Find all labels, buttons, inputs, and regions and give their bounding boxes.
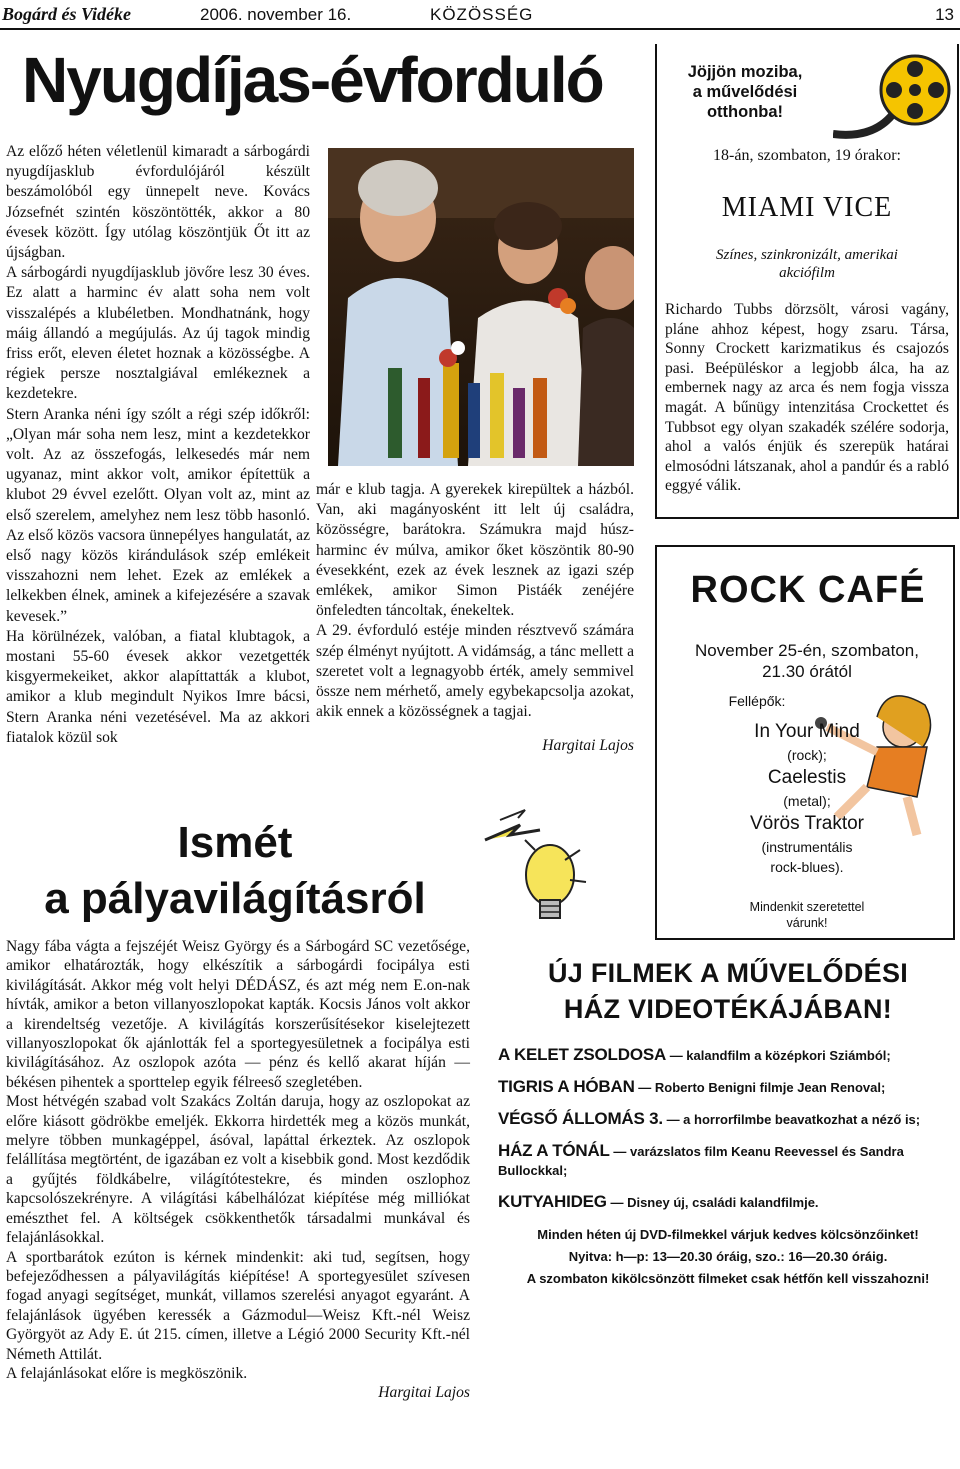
- movie-invite-line: otthonba!: [706, 103, 784, 121]
- list-item: [498, 1109, 958, 1129]
- rock-band-list: [667, 719, 947, 877]
- club-photo: [328, 148, 634, 466]
- publication-name: Bogárd és Vidéke: [2, 4, 131, 24]
- movie-box: [655, 44, 959, 519]
- article1-paragraph: Ha körülnézek, valóban, a fiatal klubtagok, a mostani 55-60 évesek akkor vezetgették kisgyermekeiket, akkor alapíttatták a klubot, amikor a klub megindult Nyikos Imre bácsi, Stern Aranka néni vezetésével. Ma az akkori fiatalok közül sok: [6, 627, 310, 746]
- list-item: [498, 1077, 958, 1097]
- movie-invite-line: a művelődési: [692, 83, 798, 101]
- club-photo-illustration: [328, 148, 634, 466]
- film-title: VÉGSŐ ÁLLOMÁS 3.: [498, 1109, 663, 1128]
- video-title-line: ÚJ FILMEK A MŰVELŐDÉSI: [547, 958, 909, 988]
- video-foot-line: Nyitva: h—p: 13—20.30 óráig, szo.: 16—20.30 óráig.: [568, 1249, 888, 1264]
- issue-date: 2006. november 16.: [200, 5, 352, 24]
- article2-title-line1: Ismét: [177, 818, 293, 867]
- movie-genre-line: Színes, szinkronizált, amerikai: [716, 247, 898, 263]
- article2-title: [20, 815, 450, 927]
- film-reel-icon: [833, 44, 951, 144]
- article1-title: Nyugdíjas-évforduló: [22, 44, 603, 116]
- film-title: TIGRIS A HÓBAN: [498, 1077, 635, 1096]
- page-header: [0, 0, 960, 30]
- article2-body: [6, 937, 470, 1403]
- video-film-list: [498, 1045, 958, 1212]
- movie-description: Richardo Tubbs dörzsölt, városi vagány, pláne ahhoz képest, hogy zsaru. Társa, Sonny Crockett karizmatikus és csajozós pasi. Beépüléskor a legjobb álca, ha az embernek nagy az arca és nem fogja vissza magát. A bűnügy intenzitása Crockettet és Tubbsot egy olyan szakadék szélére sodorja, ahol a valós énjük és szerepük határai elmosódni látszanak, ahol a pandúr és a rabló eggyé válik.: [665, 301, 949, 495]
- light-bulb-icon: [480, 800, 590, 940]
- article1-paragraph: Stern Aranka néni így szólt a régi szép időkről: „Olyan már soha nem lesz, mint a kezdetekkor volt. Az az összefogás, lelkesedés már nem ugyanaz, mint akkor volt, amikor építettük a klubot 29 évvel ezelőtt. Olyan volt az, mint az első szerelem, amelyhez nem lesz több hasonló. Az első közös vacsora ünnepélyes hangulatát, az első nagy közös kirándulások szép emlékeit visszahozni nem lehet. Ezek az emlékek a lelkekben élnek, aminek a kifejezésére a szavak kevesek.”: [6, 405, 310, 625]
- article2-title-line2: a pályavilágításról: [44, 874, 426, 923]
- article2-paragraph: Most hétvégén szabad volt Szakács Zoltán daruja, hogy az oszlopokat az előre kiásott gödrökbe emeljék. Ekkorra hirdették meg a közös munkát, melyre többen munkagéppel, ásóval, lapáttal érkeztek. Az oszlopok felállítása megtörtént, de igazában ez volt a kisebbik gond. Most kezdődik a gyűjtés földkábelre, világítótestekre, és minden oszlophoz kapcsolószekrényre. A világítási kábelhálózat kiépítése még milliókat emészthet fel. A költségek csökkenthetők társadalmi munkával és felajánlásokkal.: [6, 1093, 470, 1247]
- article1-paragraph: már e klub tagja. A gyerekek kirepültek a házból. Van, aki magányosként itt lelt új családra, közösségre, barátokra. Számukra majd húsz-harminc év múlva, amikor őket köszöntik 80-90 évesekként, ezek az évek lesznek az igazi szép emlékek, amikor Simon Pistáék zenéjére önfeledten táncoltak, énekeltek.: [316, 481, 634, 620]
- film-title: HÁZ A TÓNÁL: [498, 1141, 610, 1160]
- rock-cafe-date: [667, 640, 947, 682]
- video-title: [498, 955, 958, 1027]
- movie-title: MIAMI VICE: [721, 192, 893, 223]
- video-footer: [498, 1224, 958, 1290]
- page-number: 13: [935, 5, 954, 24]
- video-foot-line: Minden héten új DVD-filmekkel várjuk kedves kölcsönzőinket!: [537, 1227, 919, 1242]
- article1-paragraph: Az előző héten véletlenül kimaradt a sárbogárdi nyugdíjasklub évfordulójáról készült beszámolóból egy ünnepelt neve. Kovács Józsefnét szintén köszöntötték, akkor a 80 évesek között. Így utólag köszöntjük Őt itt az újságban.: [6, 143, 310, 262]
- film-title: KUTYAHIDEG: [498, 1192, 607, 1211]
- band-name: In Your Mind: [754, 721, 860, 742]
- film-title: A KELET ZSOLDOSA: [498, 1045, 667, 1064]
- band-genre: (instrumentális: [761, 839, 853, 855]
- article1-paragraph: A sárbogárdi nyugdíjasklub jövőre lesz 30 éves. Ez alatt a harminc év alatt soha nem volt visszalépés a klubéletben. Mondhatnánk, hogy máig állandó a megújulás. Az új tagok mindig friss erőt, eleven életet hoznak a közösségbe. A régiek persze nosztalgiával emlékeznek a kezdetekre.: [6, 264, 310, 403]
- article2-paragraph: A sportbarátok ezúton is kérnek mindenkit: aki tud, segítsen, hogy befejeződhessen a pályavilágítás kiépítése! A sportegyesület szívesen fogad anyagi segítséget, munkát, villamos szerelési anyagot egyaránt. A felajánlások ügyében keressék a Gázmodul—Weisz Kft.-nél Weisz Györgyöt az Ady E. út 215. címen, illetve a Légió 2000 Security Kft.-nél Németh Attilát.: [6, 1248, 470, 1363]
- movie-genre-line: akciófilm: [779, 265, 835, 281]
- section-name: KÖZÖSSÉG: [430, 5, 534, 24]
- movie-time: 18-án, szombaton, 19 órakor:: [713, 147, 901, 164]
- article1-column1: [6, 142, 310, 748]
- video-title-line: HÁZ VIDEOTÉKÁJÁBAN!: [563, 994, 893, 1024]
- band-genre: rock-blues).: [770, 859, 844, 875]
- movie-invite-line: Jöjjön moziba,: [687, 63, 803, 81]
- video-foot-line: A szombaton kikölcsönzött filmeket csak hétfőn kell visszahozni!: [526, 1271, 930, 1286]
- article2-paragraph: Nagy fába vágta a fejszéjét Weisz György és a Sárbogárd SC vezetősége, amikor elhatározták, hogy elkészítik a sárbogárdi focipálya esti kivilágítását. Akkor még volt helyi DÉDÁSZ, és azt még nem E.on-nak hívták, amikor a beton villanyoszlopokat kapták. Kocsis János volt akkor a kirendeltség vezetője. A kivilágítás korszerűsítésekor kiselejtezett villanyoszlopokat ők ajánlották fel a sportegyesületnek a focipálya esti kivilágításához. Az oszlopok azóta — pénz és kellő akarat híján — békésen pihentek a sporttelep egyik félreeső szegletében.: [6, 938, 470, 1091]
- film-desc: — kalandfilm a középkori Sziámból;: [669, 1048, 891, 1063]
- rock-cafe-footer: [667, 899, 947, 931]
- band-genre: (rock);: [787, 747, 827, 763]
- film-desc: — Disney új, családi kalandfilmje.: [610, 1195, 819, 1210]
- film-desc: — Roberto Benigni filmje Jean Renoval;: [638, 1080, 886, 1095]
- movie-invite: [665, 62, 825, 122]
- rock-foot-line: Mindenkit szeretettel: [749, 900, 865, 914]
- list-item: [498, 1141, 958, 1180]
- rock-date-line: November 25-én, szombaton,: [695, 641, 919, 660]
- video-rental-box: [498, 955, 958, 1290]
- rock-date-line: 21.30 órától: [762, 662, 852, 681]
- list-item: [498, 1192, 958, 1212]
- band-name: Caelestis: [767, 767, 847, 788]
- band-genre: (metal);: [783, 793, 831, 809]
- film-desc: — varázslatos film Keanu Reevessel és Sandra Bullockkal;: [498, 1144, 904, 1178]
- rock-foot-line: várunk!: [786, 916, 828, 930]
- rock-performers-label: Fellépők:: [728, 693, 786, 709]
- movie-genre: [657, 246, 957, 282]
- film-desc: — a horrorfilmbe beavatkozhat a néző is;: [666, 1112, 921, 1127]
- article1-column2: [316, 480, 634, 757]
- band-name: Vörös Traktor: [749, 813, 865, 834]
- article1-author: Hargitai Lajos: [542, 737, 634, 755]
- rock-cafe-title: ROCK CAFÉ: [690, 569, 926, 611]
- article2-author: Hargitai Lajos: [378, 1384, 470, 1402]
- list-item: [498, 1045, 958, 1065]
- rock-cafe-box: [655, 545, 955, 940]
- header-rule: [0, 28, 960, 30]
- article1-paragraph: A 29. évforduló estéje minden résztvevő számára szép élményt nyújtott. A vidámság, a tánc mellett a szeretet volt a legnagyobb érték, amely semmivel össze nem mérhető, amely egybekapcsolja azokat, akik ennek a közösségnek a tagjai.: [316, 622, 634, 721]
- article2-paragraph: A felajánlásokat előre is megköszönik.: [6, 1364, 248, 1382]
